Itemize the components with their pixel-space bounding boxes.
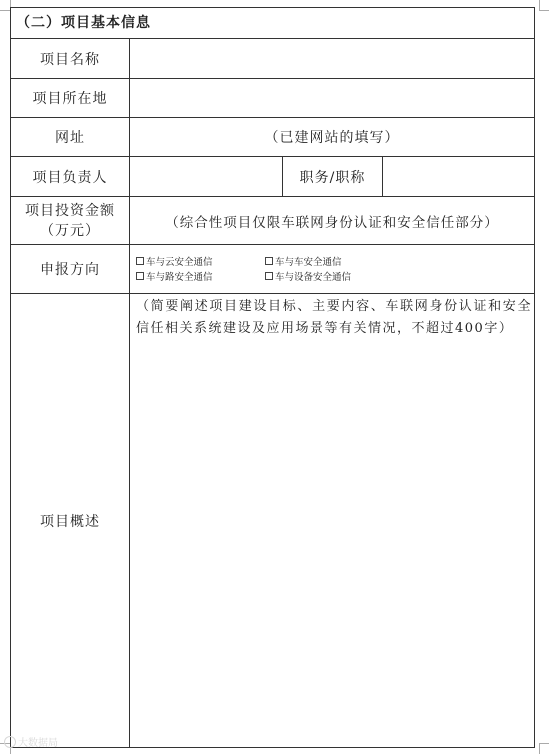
direction-option-vehicle-device[interactable] <box>265 269 351 283</box>
overview-label: 项目概述 <box>40 513 100 530</box>
project-leader-label: 项目负责人 <box>32 169 108 186</box>
project-location-field[interactable] <box>130 79 534 117</box>
job-title-label: 职务/职称 <box>299 169 366 186</box>
project-name-label: 项目名称 <box>40 51 100 68</box>
direction-option-vehicle-cloud[interactable] <box>136 254 213 268</box>
direction-option-vehicle-vehicle[interactable] <box>265 254 342 268</box>
direction-label: 申报方向 <box>40 262 100 278</box>
option-label: 车与云安全通信 <box>146 257 213 268</box>
direction-option-vehicle-road[interactable] <box>136 269 213 283</box>
job-title-field[interactable] <box>383 157 534 196</box>
watermark-text: 大数据局 <box>18 738 58 749</box>
project-leader-field[interactable] <box>130 157 282 196</box>
option-label: 车与路安全通信 <box>146 272 213 283</box>
option-label: 车与车安全通信 <box>275 257 342 268</box>
watermark <box>4 734 58 749</box>
crop-mark-bottom-right <box>539 743 549 754</box>
investment-field[interactable]: （综合性项目仅限车联网身份认证和安全信任部分） <box>165 214 499 231</box>
section-title: （二）项目基本信息 <box>16 15 151 31</box>
checkbox-icon <box>136 272 144 280</box>
investment-label-line1: 项目投资金额 <box>25 202 115 219</box>
project-location-label: 项目所在地 <box>32 91 108 107</box>
investment-label-line2: （万元） <box>40 222 100 239</box>
project-name-field[interactable] <box>130 39 534 78</box>
investment-label <box>11 197 129 244</box>
website-field[interactable]: （已建网站的填写） <box>264 130 400 146</box>
option-label: 车与设备安全通信 <box>275 272 352 283</box>
checkbox-icon <box>136 257 144 265</box>
crop-mark-top-right <box>539 0 549 11</box>
website-label: 网址 <box>55 130 85 146</box>
checkbox-icon <box>265 272 273 280</box>
watermark-logo-icon <box>4 736 16 748</box>
checkbox-icon <box>265 257 273 265</box>
overview-field[interactable]: （简要阐述项目建设目标、主要内容、车联网身份认证和安全信任相关系统建设及应用场景等有关情况，不超过400字） <box>136 299 532 336</box>
